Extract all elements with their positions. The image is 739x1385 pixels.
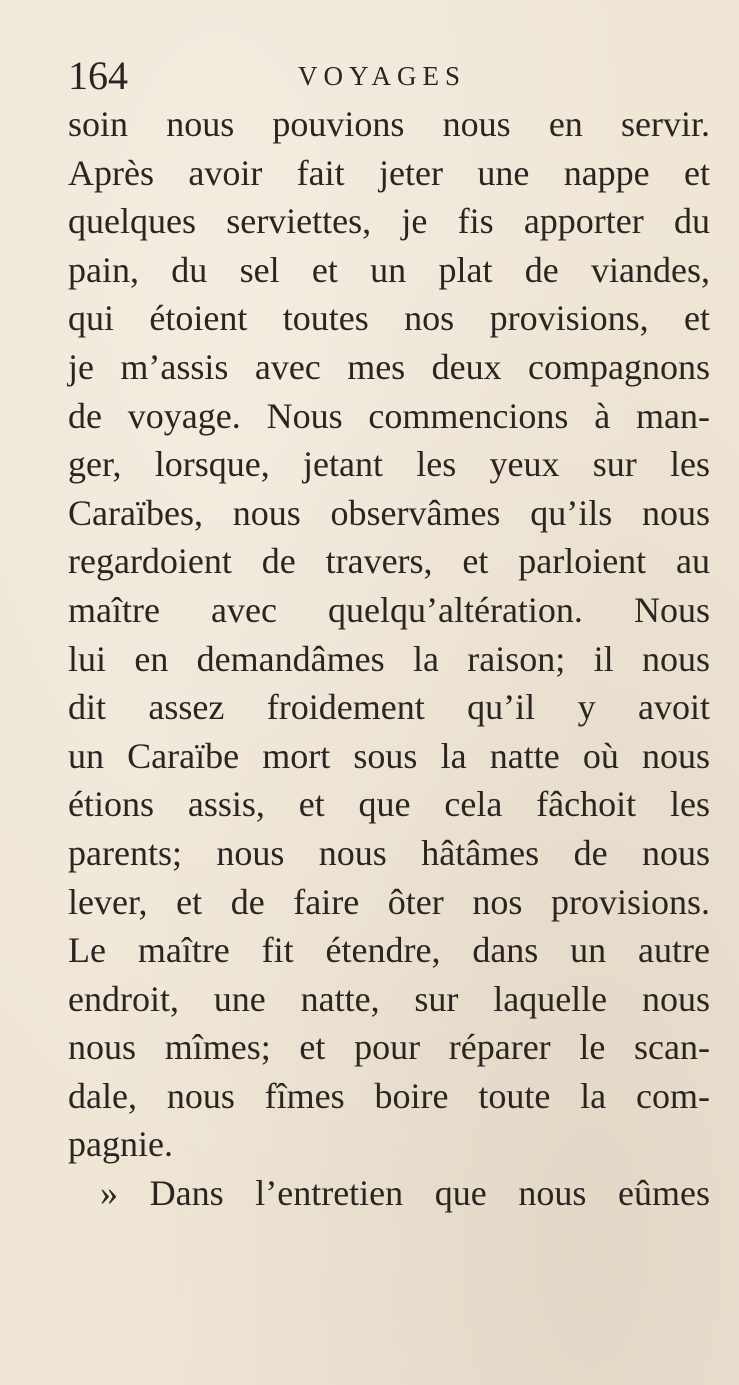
text-line: nous mîmes; et pour réparer le scan- (68, 1027, 710, 1068)
text-line: de voyage. Nous commencions à man- (68, 395, 710, 436)
text-line: Le maître fit étendre, dans un autre (68, 930, 710, 971)
text-line: dit assez froidement qu’il y avoit (68, 687, 710, 728)
text-line: parents; nous nous hâtâmes de nous (68, 832, 710, 873)
text-line: étions assis, et que cela fâchoit les (68, 784, 710, 825)
text-line: dale, nous fîmes boire toute la com- (68, 1075, 710, 1116)
page-number: 164 (68, 53, 128, 98)
page-header (68, 50, 708, 102)
paragraph-start-line: » Dans l’entretien que nous eûmes (100, 1173, 710, 1214)
text-line: un Caraïbe mort sous la natte où nous (68, 735, 710, 776)
text-line: je m’assis avec mes deux compagnons (68, 346, 710, 387)
running-head: VOYAGES (298, 61, 467, 91)
text-line: maître avec quelqu’altération. Nous (68, 589, 710, 630)
text-line: Après avoir fait jeter une nappe et (68, 152, 710, 193)
text-line: Caraïbes, nous observâmes qu’ils nous (68, 492, 710, 533)
text-line: quelques serviettes, je fis apporter du (68, 201, 710, 242)
text-line: qui étoient toutes nos provisions, et (68, 298, 710, 339)
text-line: ger, lorsque, jetant les yeux sur les (68, 444, 710, 485)
text-line: lui en demandâmes la raison; il nous (68, 638, 710, 679)
text-line: pain, du sel et un plat de viandes, (68, 249, 710, 290)
text-line: endroit, une natte, sur laquelle nous (68, 978, 710, 1019)
text-line: pagnie. (68, 1124, 173, 1165)
text-line: lever, et de faire ôter nos provisions. (68, 881, 710, 922)
body-text (68, 100, 710, 1218)
text-line: soin nous pouvions nous en servir. (68, 104, 710, 144)
text-line: regardoient de travers, et parloient au (68, 541, 710, 582)
